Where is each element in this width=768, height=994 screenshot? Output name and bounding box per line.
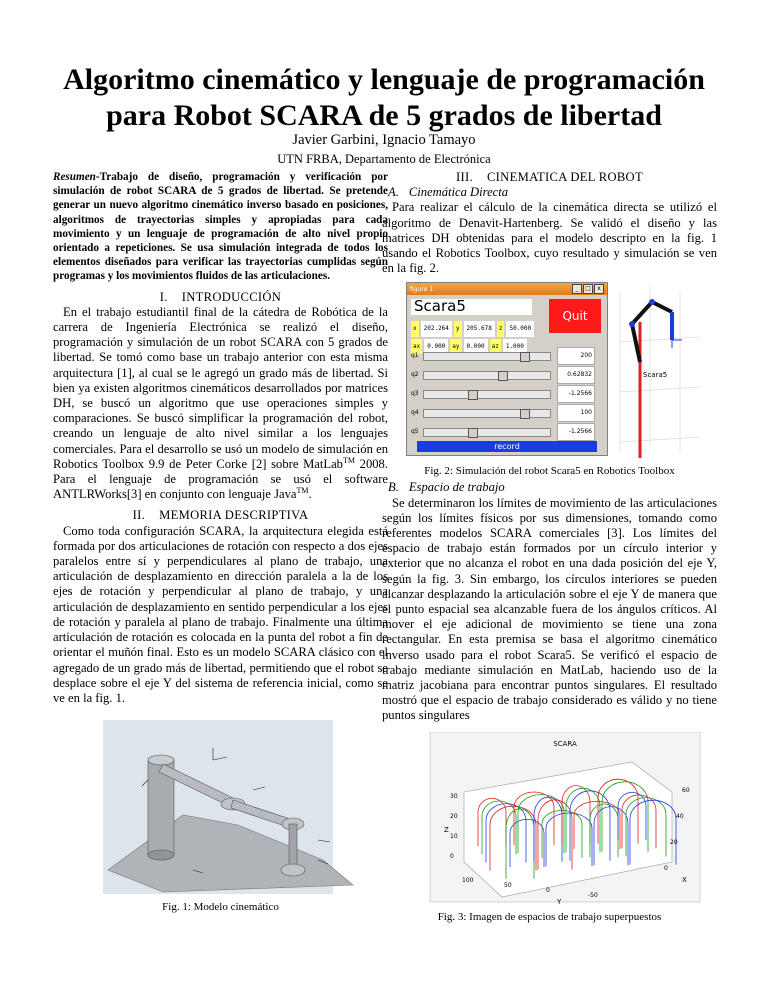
abstract [53,170,388,284]
slider-q2-label: q2 [411,371,419,379]
slider-q4-knob[interactable] [520,409,530,419]
section-1-title: INTRODUCCIÓN [181,289,282,304]
subsection-a-heading [382,185,717,200]
slider-q2[interactable] [411,366,595,383]
subsection-b-heading [382,480,717,495]
affiliation: UTN FRBA, Departamento de Electrónica [277,152,491,166]
subsection-b-title: Espacio de trabajo [408,480,505,495]
slider-q1-label: q1 [411,352,419,360]
x-label: x [411,321,419,336]
abstract-label: Resumen- [53,171,100,183]
x-tick-label: 40 [676,812,684,820]
y-label: y [454,321,462,336]
slider-q3-value[interactable]: -1.2566 [557,385,595,402]
abstract-text: Trabajo de diseño, programación y verificación por simulación de robot SCARA de 5 grados de libertad. Se pretende generar un nuevo algoritmo cinemático inverso basado en posiciones, algoritmos de trayectorias simples y apropiadas para cada movimiento y un lenguaje de programación de alto nivel propio orientado a repeticiones. Se usa simulación integrada de todos los elementos diseñados para verificar las trayectorias cumplidas según programas y los movimientos fluidos de las articulaciones. [53,171,388,283]
ay-label: ay [450,339,461,354]
matlab-gui-window [406,282,608,456]
x-tick-label: 60 [682,786,690,794]
section-3-heading [382,170,717,185]
position-row [411,321,534,336]
x-tick-label: 0 [664,864,668,872]
slider-q2-track[interactable] [423,371,551,380]
kinematic-model-image [53,720,388,894]
ay-value: 0.000 [464,339,488,354]
trademark-2: TM [296,486,309,496]
z-label: z [497,321,505,336]
subsection-b-text: Se determinaron los límites de movimiento de las articulaciones según los límites físicos por sus dimensiones, tomando como referentes modelos SCARA comerciales [3]. Los límites del espacio de trabajo están formados por un círculo interior y exterior que no alcanza el robot en una dada posición del eje Y, según la fig. 3. Sin embargo, los círculos interiores se pueden alcanzar desplazando la articulación sobre el eje Y de manera que el punto espacial sea alcanzable fuera de los ángulos críticos. Al mover el eje adicional de movimiento se tiene una zona rectangular. En esta premisa se basa el algoritmo cinemático inverso usado para el robot Scara5. Se verificó el espacio de trabajo mediante simulación en MatLab, haciendo uso de la matriz jacobiana para encontrar puntos singulares. El resultado mostró que el espacio de trabajo considerado es válido y no tiene puntos singulares [382,495,717,723]
slider-q1-track[interactable] [423,352,551,361]
subsection-a-text: Para realizar el cálculo de la cinemática directa se utilizó el algoritmo de Denavit-Hartenberg. Se validó el diseño y las matrices DH obtenidas para el modelo descripto en la fig. 1 usando el Robotics Toolbox, cuyo resultado y simulación se ven en la fig. 2. [382,200,717,276]
z-tick-label: 10 [450,832,458,840]
record-button[interactable]: record [417,441,597,452]
ax-value: 0.000 [424,339,448,354]
x-tick-label: 20 [670,838,678,846]
y-value: 205.678 [464,321,495,336]
slider-q3[interactable] [411,385,595,402]
section-1-text-c: . [308,487,312,502]
slider-q3-label: q3 [411,390,419,398]
section-2-heading [53,508,388,523]
y-tick-label: 100 [462,876,474,884]
robot-3d-plot [610,282,706,458]
workspace-3d-plot [382,732,717,908]
section-2-number: II. [132,508,146,523]
maximize-button[interactable]: □ [583,284,593,294]
figure-1 [53,720,388,914]
left-column [53,170,388,914]
subsection-a-number: A. [388,185,399,200]
close-button[interactable]: x [594,284,604,294]
slider-q1[interactable] [411,347,595,364]
robot-name-label: Scara5 [643,371,668,380]
subsection-a-title: Cinemática Directa [408,185,509,200]
ax-label: ax [411,339,422,354]
slider-q4[interactable] [411,404,595,421]
z-tick-label: 20 [450,812,458,820]
slider-q5-track[interactable] [423,428,551,437]
section-3-number: III. [456,170,473,184]
window-titlebar [407,283,607,295]
slider-q5-knob[interactable] [468,428,478,438]
slider-q2-value[interactable]: 0.62832 [557,366,595,383]
axis-z-label: Z [444,825,449,834]
title-line-2: para Robot SCARA de 5 grados de libertad [106,99,662,132]
z-value: 50.000 [506,321,534,336]
slider-q4-track[interactable] [423,409,551,418]
window-title: figure 1 [410,285,434,293]
figure-2-caption: Fig. 2: Simulación del robot Scara5 en Robotics Toolbox [424,465,675,478]
az-value: 1.000 [503,339,527,354]
slider-q5-value[interactable]: -1.2566 [557,423,595,440]
window-controls [572,284,604,294]
slider-q5-label: q5 [411,428,419,436]
subsection-b-number: B. [388,480,399,495]
slider-q1-knob[interactable] [520,352,530,362]
section-1-text [53,305,388,503]
right-column [382,170,717,922]
slider-q4-value[interactable]: 100 [557,404,595,421]
z-tick-label: 0 [450,852,454,860]
figure-3-caption: Fig. 3: Imagen de espacios de trabajo superpuestos [437,910,662,923]
quit-button[interactable]: Quit [549,299,601,333]
z-tick-label: 30 [450,792,458,800]
axis-y-label: Y [557,897,562,906]
title-line-1: Algoritmo cinemático y lenguaje de programación [63,63,705,96]
authors: Javier Garbini, Ignacio Tamayo [292,132,476,148]
section-1-text-a: En el trabajo estudiantil final de la cátedra de Robótica de la carrera de Ingeniería Electrónica se realizó el diseño, programación y simulación de un robot SCARA con 5 grados de libertad. Se tomó como base un trabajo anterior con esta misma arquitectura [1], al cual se le agregó un grado más de libertad. Si bien ya existen algoritmos cinemáticos desarrollados por matrices DH, se buscó un algoritmo que use operaciones simples y comparaciones. Se buscó simplificar la programación del robot, creando un lenguaje de alto nivel similar a los lenguajes comerciales. Para el desarrollo se usó un modelo de simulación en Robotics Toolbox 9.9 de Peter Corke [2] sobre MatLab [53,304,388,471]
section-1-text-b: 2008. Para el lenguaje de programación se usó el software ANTLRWorks[3] en conjunto con lenguaje Java [53,456,388,502]
slider-q5[interactable] [411,423,595,440]
y-tick-label: 0 [546,886,550,894]
axis-x-label: X [682,875,687,884]
y-tick-label: -50 [588,891,598,899]
y-tick-label: 50 [504,881,512,889]
trademark-1: TM [342,455,355,465]
section-1-number: I. [159,289,168,304]
az-label: az [490,339,501,354]
slider-q2-knob[interactable] [498,371,508,381]
slider-q4-label: q4 [411,409,419,417]
section-2-text: Como toda configuración SCARA, la arquitectura elegida está formada por dos articulaciones de rotación con respecto a dos ejes paralelos entre sí y perpendiculares al plano de trabajo, una articulación de desplazamiento en dirección paralela a la de los ejes de rotación y perpendicular al plano de trabajo, y una articulación de desplazamiento en sentido perpendicular a los ejes de rotación y paralela al plano de trabajo. Finalmente una última articulación de rotación es colocada en la punta del robot a fin de orientar el muñón final. Esto es un modelo SCARA clásico con el agregado de un grado más de libertad, permitiendo que el robot se desplace sobre el eje Y del sistema de referencia inicial, como se ve en la fig. 1. [53,523,388,705]
robot-name-display: Scara5 [411,299,532,314]
section-2-title: MEMORIA DESCRIPTIVA [159,508,309,523]
x-value: 202.264 [421,321,452,336]
figure-3 [382,732,717,922]
figure-2 [382,282,717,478]
robotics-toolbox-simulation [406,282,706,458]
slider-q3-knob[interactable] [468,390,478,400]
minimize-button[interactable]: _ [572,284,582,294]
workspace-plot-title: SCARA [553,739,577,748]
figure-1-caption: Fig. 1: Modelo cinemático [162,901,279,914]
section-1-heading [53,290,388,305]
slider-q3-track[interactable] [423,390,551,399]
section-3-title: CINEMATICA DEL ROBOT [486,170,643,184]
slider-q1-value[interactable]: 200 [557,347,595,364]
paper-title [30,62,738,134]
